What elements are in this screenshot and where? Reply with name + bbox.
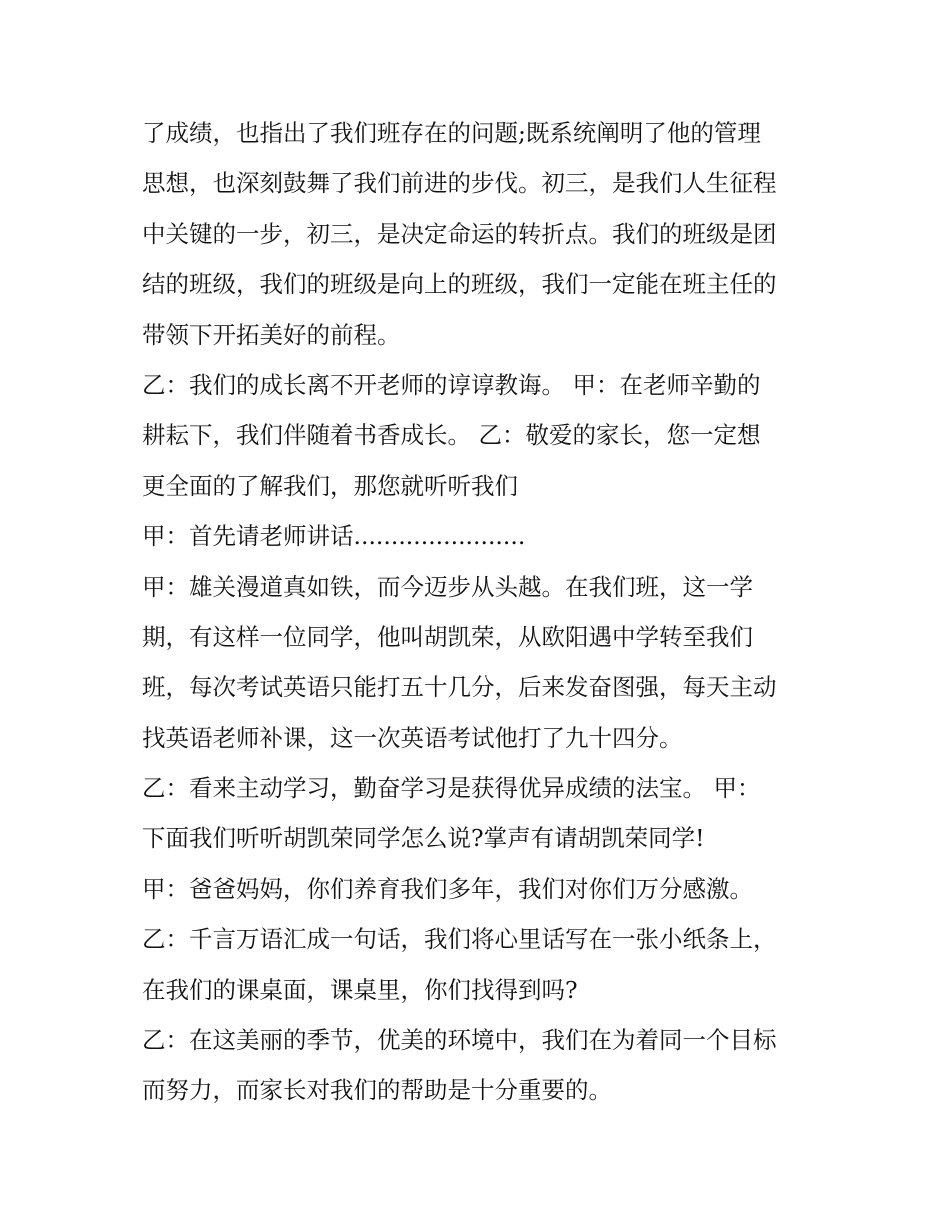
text-line: 下面我们听听胡凯荣同学怎么说?掌声有请胡凯荣同学! bbox=[142, 824, 705, 853]
text-line: 思想，也深刻鼓舞了我们前进的步伐。初三，是我们人生征程 bbox=[142, 169, 777, 198]
text-line: 甲：爸爸妈妈，你们养育我们多年，我们对你们万分感激。 bbox=[142, 874, 753, 903]
body-text bbox=[142, 108, 814, 1116]
text-line: 乙：千言万语汇成一句话，我们将心里话写在一张小纸条上， bbox=[142, 925, 777, 954]
text-line: 乙：我们的成长离不开老师的谆谆教诲。 甲：在老师辛勤的 bbox=[142, 370, 761, 399]
text-line: 找英语老师补课，这一次英语考试他打了九十四分。 bbox=[142, 723, 683, 752]
text-line: 期，有这样一位同学，他叫胡凯荣，从欧阳遇中学转至我们 bbox=[142, 622, 753, 651]
text-line: 班，每次考试英语只能打五十几分，后来发奋图强，每天主动 bbox=[142, 673, 777, 702]
text-line: 中关键的一步，初三，是决定命运的转折点。我们的班级是团 bbox=[142, 219, 777, 248]
text-line: 甲：首先请老师讲话....................... bbox=[142, 522, 526, 551]
text-line: 耕耘下，我们伴随着书香成长。 乙：敬爱的家长，您一定想 bbox=[142, 421, 761, 450]
text-line: 乙：在这美丽的季节，优美的环境中，我们在为着同一个目标 bbox=[142, 1026, 777, 1055]
text-line: 更全面的了解我们，那您就听听我们 bbox=[142, 471, 518, 500]
text-line: 在我们的课桌面，课桌里，你们找得到吗? bbox=[142, 975, 578, 1004]
text-line: 结的班级，我们的班级是向上的班级，我们一定能在班主任的 bbox=[142, 270, 777, 299]
text-line: 甲：雄关漫道真如铁，而今迈步从头越。在我们班，这一学 bbox=[142, 572, 753, 601]
text-line: 了成绩，也指出了我们班存在的问题;既系统阐明了他的管理 bbox=[142, 119, 761, 147]
text-line: 而努力，而家长对我们的帮助是十分重要的。 bbox=[142, 1076, 612, 1105]
text-line: 带领下开拓美好的前程。 bbox=[142, 320, 401, 349]
text-line: 乙：看来主动学习，勤奋学习是获得优异成绩的法宝。 甲： bbox=[142, 774, 761, 803]
